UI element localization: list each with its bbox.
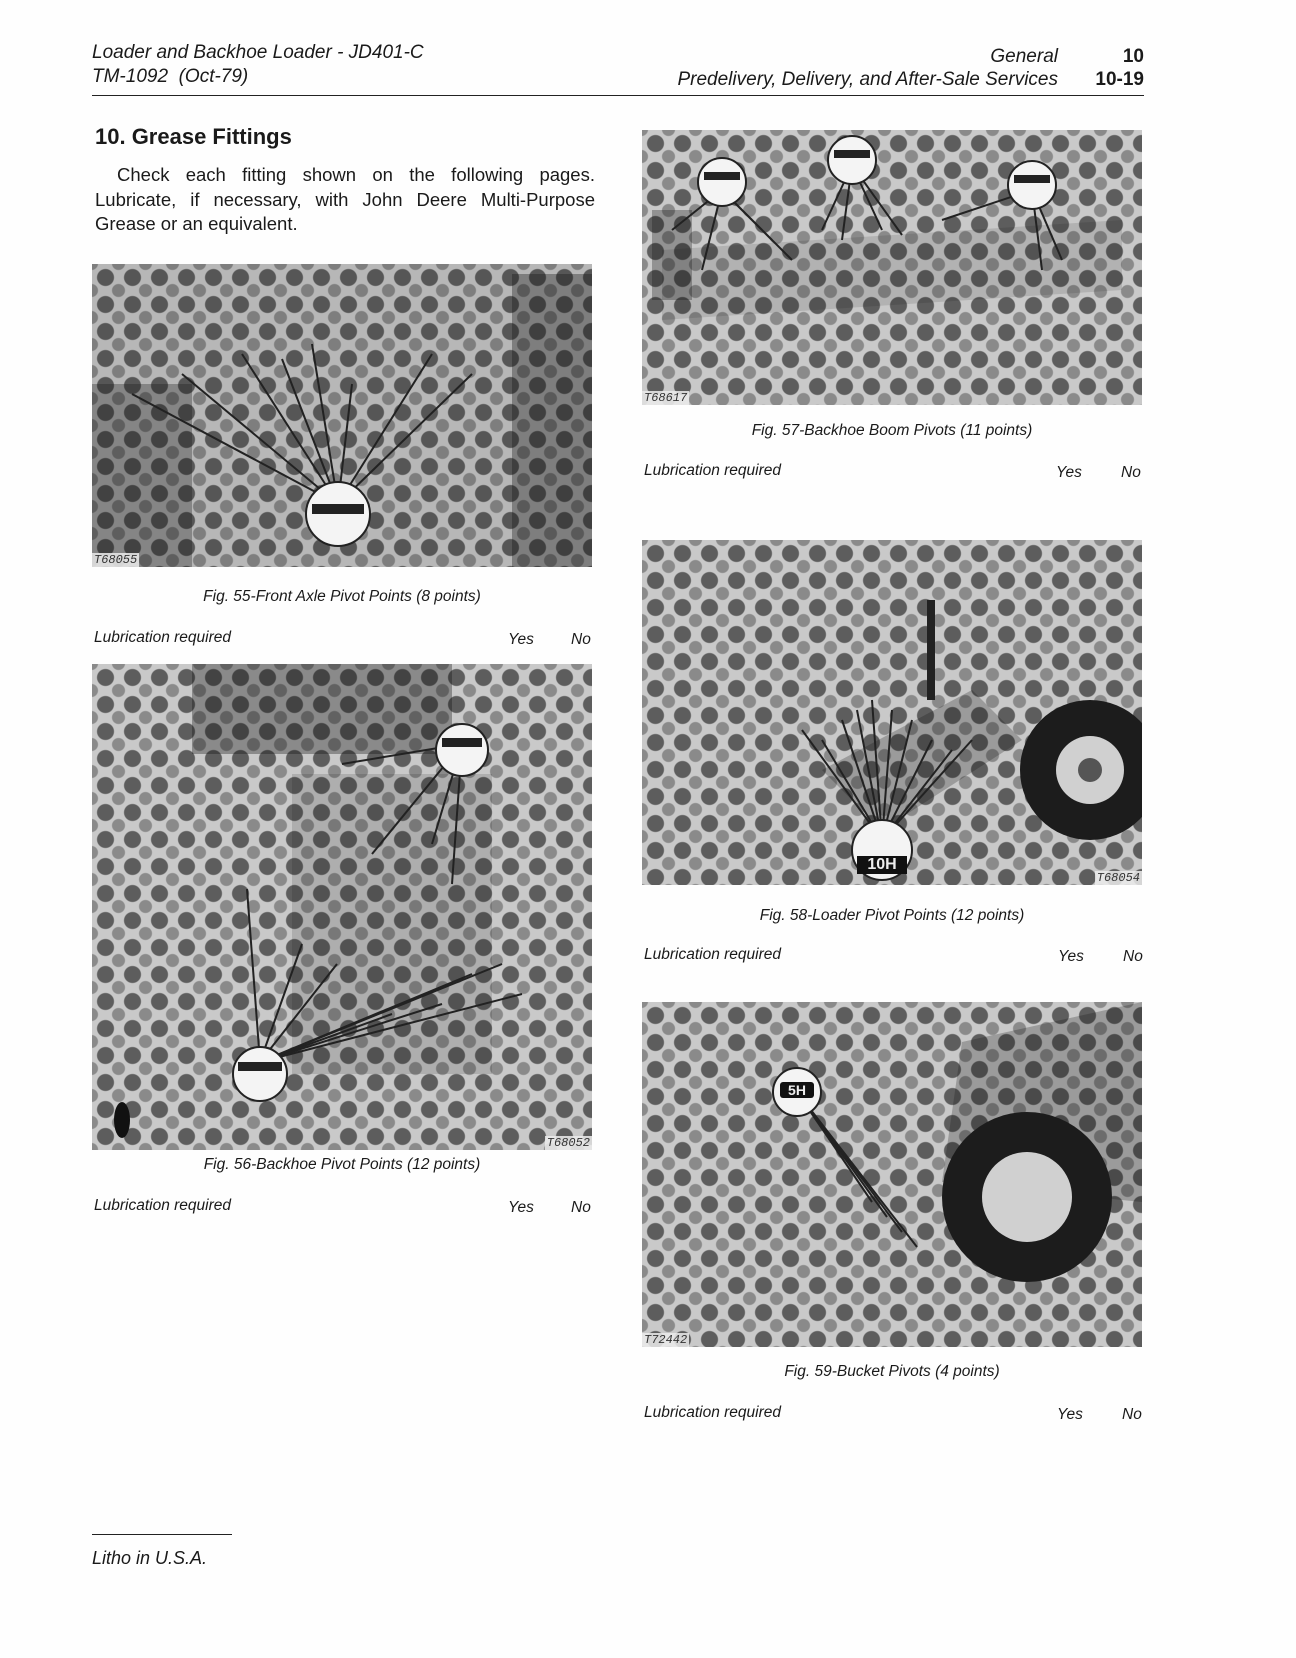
figure-56-code: T68052 [546, 1136, 590, 1150]
section-name: General [990, 46, 1058, 67]
figure-58-caption: Fig. 58-Loader Pivot Points (12 points) [759, 907, 1025, 924]
manual-code: TM-1092 (Oct-79) [92, 66, 249, 87]
front-axle-illustration [92, 264, 592, 567]
figure-59-badge: 5H [780, 1082, 814, 1098]
figure-57-caption: Fig. 57-Backhoe Boom Pivots (11 points) [751, 422, 1033, 439]
page-number: 10-19 [1095, 69, 1144, 90]
section-number: 10 [1122, 46, 1144, 67]
loader-pivot-illustration [642, 540, 1142, 885]
figure-56-no-option[interactable]: No [571, 1199, 591, 1216]
bucket-pivot-illustration [642, 1002, 1142, 1347]
figure-59-yes-option[interactable]: Yes [1057, 1406, 1083, 1423]
backhoe-boom-illustration [642, 130, 1142, 405]
figure-59-caption: Fig. 59-Bucket Pivots (4 points) [784, 1363, 1000, 1380]
figure-57-lubrication-label: Lubrication required [644, 462, 782, 479]
figure-57-no-option[interactable]: No [1121, 464, 1141, 481]
figure-56-lubrication-label: Lubrication required [94, 1197, 232, 1214]
figure-56-caption: Fig. 56-Backhoe Pivot Points (12 points) [203, 1156, 481, 1173]
figure-57-photo [642, 130, 1142, 405]
figure-55-yes-option[interactable]: Yes [508, 631, 534, 648]
figure-58-photo [642, 540, 1142, 885]
figure-56-yes-option[interactable]: Yes [508, 1199, 534, 1216]
figure-57-yes-option[interactable]: Yes [1056, 464, 1082, 481]
figure-55-photo [92, 264, 592, 567]
manual-title: Loader and Backhoe Loader - JD401-C [92, 42, 424, 63]
figure-59-lubrication-label: Lubrication required [644, 1404, 782, 1421]
figure-57-code: T68617 [644, 391, 688, 405]
footer-rule [92, 1534, 232, 1535]
figure-55-lubrication-label: Lubrication required [94, 629, 232, 646]
figure-59-code: T72442 [644, 1333, 688, 1347]
header-rule [92, 95, 1144, 96]
figure-55-caption: Fig. 55-Front Axle Pivot Points (8 points) [203, 588, 481, 605]
figure-55-no-option[interactable]: No [571, 631, 591, 648]
figure-58-badge: 10H [857, 856, 907, 874]
figure-58-yes-option[interactable]: Yes [1058, 948, 1084, 965]
subsection-name: Predelivery, Delivery, and After-Sale Services [677, 69, 1058, 90]
figure-58-lubrication-label: Lubrication required [644, 946, 782, 963]
section-intro: Check each fitting shown on the following pages. Lubricate, if necessary, with John Deere Multi-Purpose Grease or an equivalent. [95, 164, 595, 234]
figure-59-no-option[interactable]: No [1122, 1406, 1142, 1423]
figure-55-code: T68055 [94, 553, 138, 567]
section-title: 10. Grease Fittings [95, 124, 292, 149]
figure-56-photo [92, 664, 592, 1150]
backhoe-pivot-illustration [92, 664, 592, 1150]
figure-58-code: T68054 [1096, 871, 1140, 885]
figure-58-no-option[interactable]: No [1123, 948, 1143, 965]
footer-text: Litho in U.S.A. [92, 1548, 208, 1568]
figure-59-photo [642, 1002, 1142, 1347]
